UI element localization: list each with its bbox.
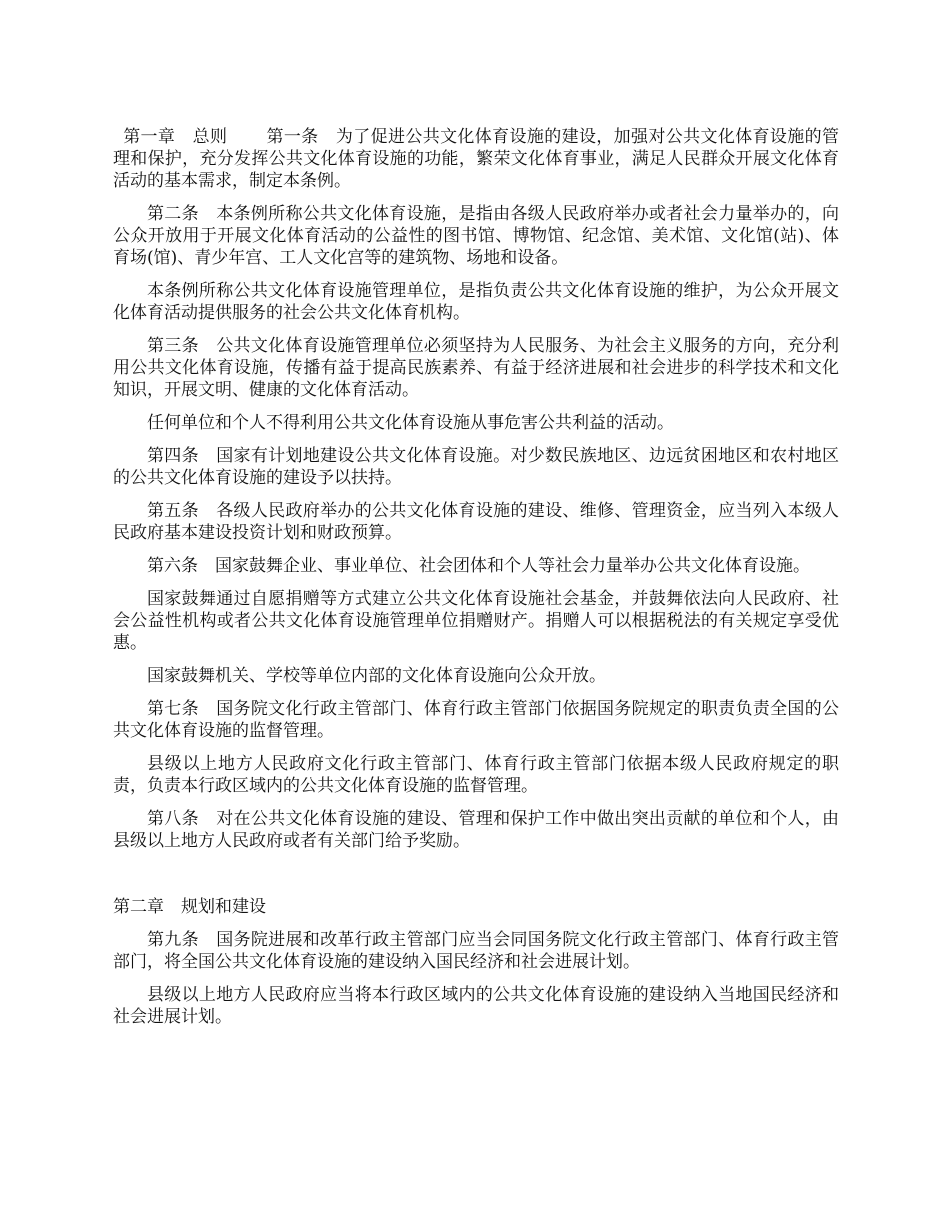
paragraph-article-2: 第二条 本条例所称公共文化体育设施，是指由各级人民政府举办或者社会力量举办的，向公众开放用于开展文化体育活动的公益性的图书馆、博物馆、纪念馆、美术馆、文化馆(站)、体育场(馆)、青少年宫、工人文化宫等的建筑物、场地和设备。	[113, 204, 839, 268]
document-body	[113, 126, 839, 1039]
paragraph-article-3: 第三条 公共文化体育设施管理单位必须坚持为人民服务、为社会主义服务的方向，充分利用公共文化体育设施，传播有益于提高民族素养、有益于经济进展和社会进步的科学技术和文化知识，开展文明、健康的文化体育活动。	[113, 336, 839, 400]
paragraph-article-9-local: 县级以上地方人民政府应当将本行政区域内的公共文化体育设施的建设纳入当地国民经济和社会进展计划。	[113, 985, 839, 1027]
paragraph-article-9: 第九条 国务院进展和改革行政主管部门应当会同国务院文化行政主管部门、体育行政主管部门，将全国公共文化体育设施的建设纳入国民经济和社会进展计划。	[113, 930, 839, 972]
paragraph-article-7-local: 县级以上地方人民政府文化行政主管部门、体育行政主管部门依据本级人民政府规定的职责，负责本行政区域内的公共文化体育设施的监督管理。	[113, 754, 839, 796]
paragraph-article-6-opening: 国家鼓舞机关、学校等单位内部的文化体育设施向公众开放。	[147, 666, 606, 686]
chapter-2-heading: 第二章 规划和建设	[113, 897, 266, 917]
paragraph-article-6-donation: 国家鼓舞通过自愿捐赠等方式建立公共文化体育设施社会基金，并鼓舞依法向人民政府、社会公益性机构或者公共文化体育设施管理单位捐赠财产。捐赠人可以根据税法的有关规定享受优惠。	[113, 589, 839, 653]
paragraph-article-5: 第五条 各级人民政府举办的公共文化体育设施的建设、维修、管理资金，应当列入本级人民政府基本建设投资计划和财政预算。	[113, 501, 839, 543]
paragraph-article-7: 第七条 国务院文化行政主管部门、体育行政主管部门依据国务院规定的职责负责全国的公共文化体育设施的监督管理。	[113, 699, 839, 741]
article-1-text: 第一条 为了促进公共文化体育设施的建设，加强对公共文化体育设施的管理和保护，充分发挥公共文化体育设施的功能，繁荣文化体育事业，满足人民群众开展文化体育活动的基本需求，制定本条例。	[113, 127, 840, 191]
paragraph-article-2-definition: 本条例所称公共文化体育设施管理单位，是指负责公共文化体育设施的维护，为公众开展文化体育活动提供服务的社会公共文化体育机构。	[113, 281, 839, 323]
paragraph-article-4: 第四条 国家有计划地建设公共文化体育设施。对少数民族地区、边远贫困地区和农村地区的公共文化体育设施的建设予以扶持。	[113, 446, 839, 488]
paragraph-article-1	[113, 126, 839, 192]
paragraph-article-6: 第六条 国家鼓舞企业、事业单位、社会团体和个人等社会力量举办公共文化体育设施。	[147, 556, 810, 576]
chapter-1-heading: 第一章 总则	[123, 127, 228, 147]
paragraph-article-8: 第八条 对在公共文化体育设施的建设、管理和保护工作中做出突出贡献的单位和个人，由县级以上地方人民政府或者有关部门给予奖励。	[113, 809, 839, 851]
paragraph-article-3-prohibition: 任何单位和个人不得利用公共文化体育设施从事危害公共利益的活动。	[147, 413, 674, 433]
